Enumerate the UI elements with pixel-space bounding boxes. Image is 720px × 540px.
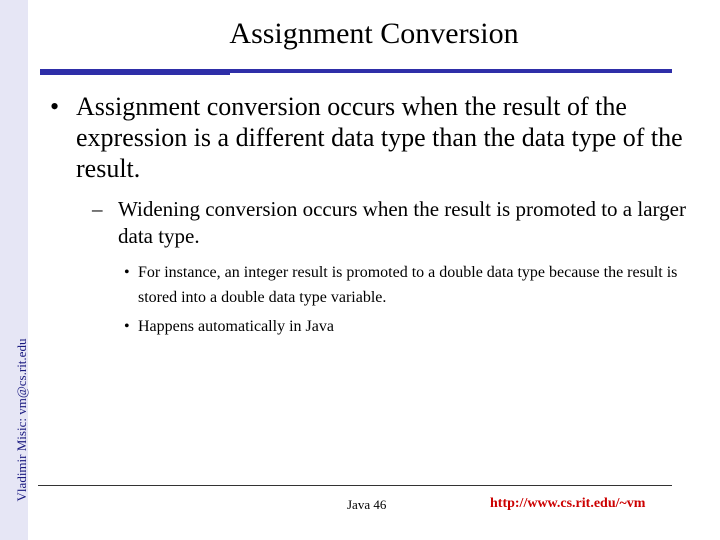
dash-marker: –: [92, 197, 103, 221]
bullet-text: For instance, an integer result is promoted to a double data type because the result is stored into a double data type variable.: [138, 264, 678, 306]
footer-url-link[interactable]: http://www.cs.rit.edu/~vm: [490, 496, 646, 511]
sidebar: [0, 0, 28, 540]
bullet-level1: [50, 91, 690, 184]
bullet-text: Assignment conversion occurs when the result of the expression is a different data type than the data type of the result.: [76, 92, 683, 183]
bullet-text: Widening conversion occurs when the result is promoted to a larger data type.: [118, 197, 686, 248]
footer-divider: [38, 485, 672, 486]
bullet-level3: [124, 260, 690, 310]
bullet-level2: [92, 196, 690, 250]
bullet-text: Happens automatically in Java: [138, 318, 334, 335]
author-credit: Vladimir Misic: vm@cs.rit.edu: [14, 338, 29, 502]
bullet-list: [50, 91, 690, 339]
bullet-marker: •: [124, 318, 130, 335]
bullet-level3: [124, 314, 690, 339]
page-label: Java 46: [347, 497, 387, 512]
title-divider-accent: [40, 72, 230, 75]
slide-title: Assignment Conversion: [229, 17, 519, 50]
bullet-marker: •: [50, 92, 60, 121]
bullet-marker: •: [124, 264, 130, 281]
